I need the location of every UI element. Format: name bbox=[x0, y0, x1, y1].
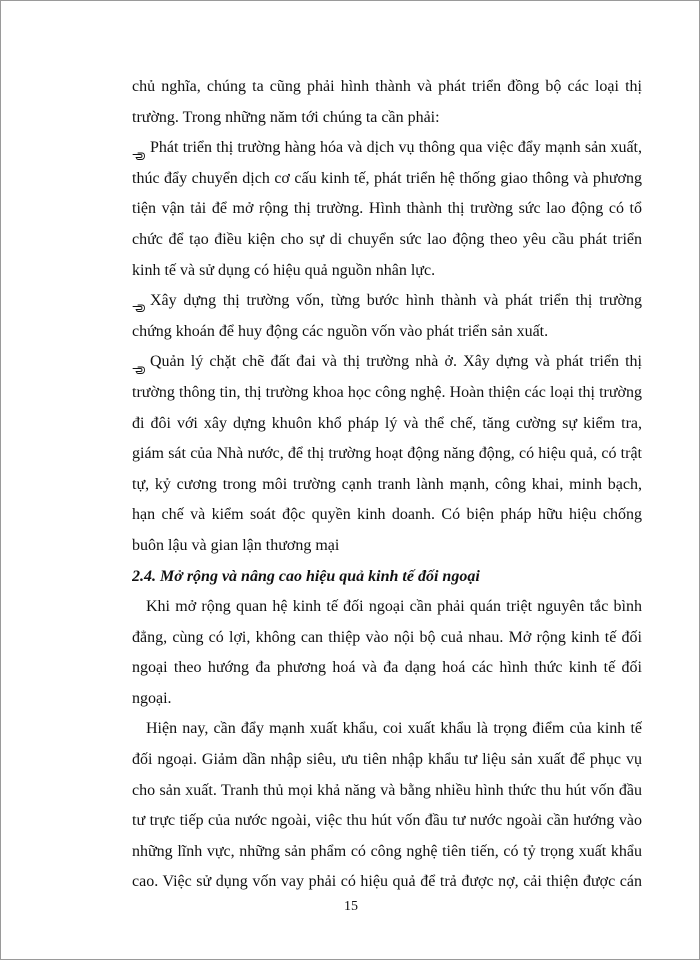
line-text: Quản lý chặt chẽ đất đai và thị trường nhà ở. Xây dựng và phát triển thị bbox=[150, 353, 642, 371]
text-line bbox=[132, 317, 642, 348]
line-text: trường thông tin, thị trường khoa học công nghệ. Hoàn thiện các loại thị trường bbox=[132, 383, 642, 401]
text-line bbox=[132, 806, 642, 837]
text-line bbox=[132, 256, 642, 287]
line-text: ngoại. bbox=[132, 689, 172, 707]
text-line bbox=[132, 72, 642, 103]
text-line bbox=[132, 684, 642, 715]
line-text: hạn chế và kiểm soát độc quyền kinh doanh. Có biện pháp hữu hiệu chống bbox=[132, 506, 642, 524]
line-text: thúc đẩy chuyển dịch cơ cấu kinh tế, phát triển hệ thống giao thông và phương bbox=[132, 169, 642, 187]
text-line bbox=[132, 867, 642, 898]
text-line bbox=[132, 347, 642, 378]
text-line bbox=[132, 225, 642, 256]
section-heading bbox=[132, 562, 642, 593]
text-line bbox=[132, 623, 642, 654]
text-line bbox=[132, 164, 642, 195]
text-line bbox=[132, 592, 642, 623]
line-text: kinh tế và sử dụng có hiệu quả nguồn nhân lực. bbox=[132, 261, 436, 279]
line-text: chức để tạo điều kiện cho sự di chuyển sức lao động theo yêu cầu phát triển bbox=[132, 230, 642, 248]
pointing-hand-icon bbox=[132, 294, 146, 304]
text-line bbox=[132, 837, 642, 868]
pointing-hand-icon bbox=[132, 356, 146, 366]
text-line bbox=[132, 531, 642, 562]
line-text: Xây dựng thị trường vốn, từng bước hình thành và phát triển thị trường bbox=[150, 292, 642, 310]
line-text: chứng khoán để huy động các nguồn vốn vào phát triển sản xuất. bbox=[132, 322, 549, 340]
page-number: 15 bbox=[344, 899, 358, 914]
text-line bbox=[132, 500, 642, 531]
text-line bbox=[132, 286, 642, 317]
line-text: Khi mở rộng quan hệ kinh tế đối ngoại cần phải quán triệt nguyên tắc bình bbox=[146, 598, 642, 616]
pointing-hand-icon bbox=[132, 142, 146, 152]
line-text: buôn lậu và gian lận thương mại bbox=[132, 536, 340, 554]
text-line bbox=[132, 378, 642, 409]
line-text: cho sản xuất. Tranh thủ mọi khả năng và bằng nhiều hình thức thu hút vốn đầu bbox=[132, 781, 642, 799]
text-line bbox=[132, 133, 642, 164]
text-line bbox=[132, 470, 642, 501]
line-text: Hiện nay, cần đẩy mạnh xuất khẩu, coi xuất khẩu là trọng điểm của kinh tế bbox=[146, 720, 642, 738]
line-text: đẳng, cùng có lợi, không can thiệp vào nội bộ cuả nhau. Mở rộng kinh tế đối bbox=[132, 628, 642, 646]
line-text: đối ngoại. Giảm dần nhập siêu, ưu tiên nhập khẩu tư liệu sản xuất để phục vụ bbox=[132, 751, 642, 769]
line-text: cao. Việc sử dụng vốn vay phải có hiệu quả để trả được nợ, cải thiện được cán bbox=[132, 873, 642, 891]
line-text: tư trực tiếp của nước ngoài, việc thu hút vốn đầu tư nước ngoài cần hướng vào bbox=[132, 812, 642, 830]
line-text: trường. Trong những năm tới chúng ta cần phải: bbox=[132, 108, 440, 126]
line-text: giám sát của Nhà nước, để thị trường hoạt động năng động, có hiệu quả, có trật bbox=[132, 445, 642, 463]
text-line bbox=[132, 776, 642, 807]
text-line bbox=[132, 714, 642, 745]
text-line bbox=[132, 194, 642, 225]
text-line bbox=[132, 653, 642, 684]
text-line bbox=[132, 103, 642, 134]
page-content bbox=[132, 72, 642, 898]
line-text: Phát triển thị trường hàng hóa và dịch vụ thông qua việc đẩy mạnh sản xuất, bbox=[150, 139, 642, 157]
line-text: tự, kỷ cương trong môi trường cạnh tranh lành mạnh, công khai, minh bạch, bbox=[132, 475, 642, 493]
line-text: ngoại theo hướng đa phương hoá và đa dạng hoá các hình thức kinh tế đối bbox=[132, 659, 642, 677]
line-text: tiện vận tải để mở rộng thị trường. Hình thành thị trường sức lao động có tổ bbox=[132, 200, 642, 218]
text-line bbox=[132, 745, 642, 776]
line-text: chủ nghĩa, chúng ta cũng phải hình thành và phát triển đồng bộ các loại thị bbox=[132, 78, 642, 95]
line-text: những lĩnh vực, những sản phẩm có công nghệ tiên tiến, có tỷ trọng xuất khẩu bbox=[132, 842, 642, 860]
text-line bbox=[132, 439, 642, 470]
line-text: 2.4. Mở rộng và nâng cao hiệu quả kinh tế đối ngoại bbox=[132, 567, 480, 585]
text-line bbox=[132, 409, 642, 440]
line-text: đi đôi với xây dựng khuôn khổ pháp lý và thể chế, tăng cường sự kiểm tra, bbox=[132, 414, 642, 432]
